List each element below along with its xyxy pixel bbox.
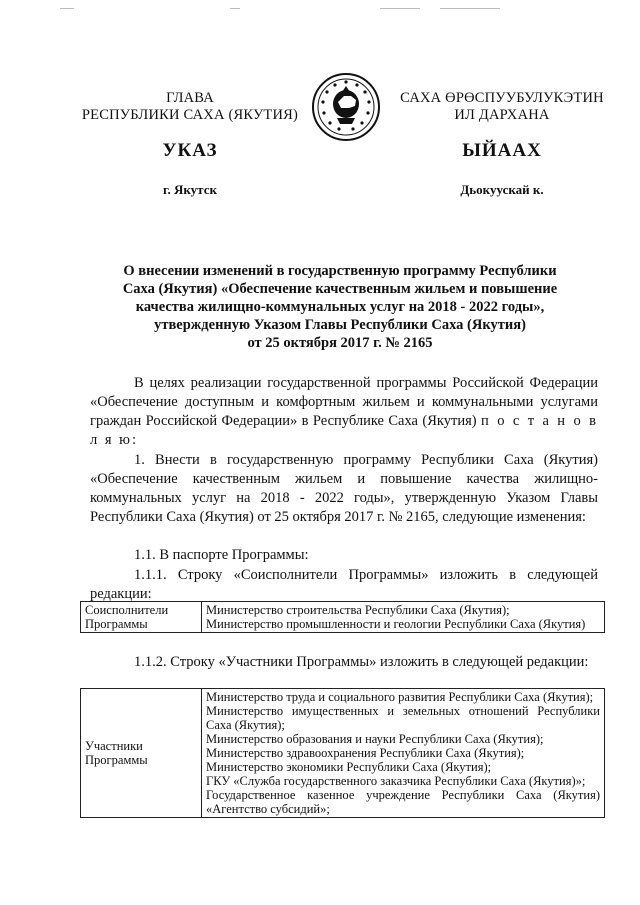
title-line-4: утвержденную Указом Главы Республики Саха (Якутия) [154,317,526,333]
title-line-1: О внесении изменений в государственную программу Республики [123,263,557,279]
row-label: Участники Программы [81,689,202,818]
value-line: Министерство труда и социального развития Республики Саха (Якутия); [206,690,594,704]
city-left: г. Якутск [163,182,217,197]
row-value [202,602,605,633]
value-line: Министерство образования и науки Республики Саха (Якутия); [206,732,544,746]
title-line-2: Саха (Якутия) «Обеспечение качественным жильем и повышение [122,281,558,297]
value-line: ГКУ «Служба государственного заказчика Республики Саха (Якутия)»; [206,774,586,788]
header-left-line-1: ГЛАВА [166,90,214,106]
paragraph-1 [90,374,598,450]
table-row [81,602,605,633]
value-line: Министерство промышленности и геологии Республики Саха (Якутия) [206,617,586,631]
paragraph-3: 1.1. В паспорте Программы: [134,547,309,563]
row-label: Соисполнители Программы [81,602,202,633]
row-value [202,689,605,818]
participants-table [80,688,605,818]
header-right [386,90,618,124]
paragraph-5: 1.1.2. Строку «Участники Программы» изложить в следующей редакции: [134,654,589,670]
paragraph-2: 1. Внести в государственную программу Республики Саха (Якутия) «Обеспечение качественным жильем и повышение качества жилищно-коммунальных услуг на 2018 - 2022 годы», утвержденную Указом Главы Республики Саха (Якутия) от 25 октября 2017 г. № 2165, следующие изменения: [90,452,598,525]
header-right-line-2: ИЛ ДАРХАНА [454,107,550,123]
title-line-5: от 25 октября 2017 г. № 2165 [247,335,433,351]
doc-type-right: ЫЙААХ [462,140,542,161]
co-executors-table [80,601,605,633]
value-line: Министерство здравоохранения Республики Саха (Якутия); [206,746,525,760]
title-line-3: качества жилищно-коммунальных услуг на 2018 - 2022 годы», [135,299,545,315]
paragraph-1-text: В целях реализации государственной программы Российской Федерации «Обеспечение доступным и комфортным жильем и коммунальными услугами граждан Российской Федерации» в Республике Саха (Якутия) [90,375,598,429]
decree-word: п о с т а н о в л я ю: [90,413,598,448]
table-row [81,689,605,818]
paragraph-4: 1.1.1. Строку «Соисполнители Программы» изложить в следующей редакции: [90,567,598,602]
city-right: Дьокуускай к. [460,182,544,197]
value-line: Министерство имущественных и земельных отношений Республики Саха (Якутия); [206,704,600,732]
coat-of-arms-emblem [311,72,381,142]
value-line: Министерство экономики Республики Саха (Якутия); [206,760,492,774]
doc-type-left: УКАЗ [162,140,218,161]
header-left-line-2: РЕСПУБЛИКИ САХА (ЯКУТИЯ) [81,107,299,123]
header-left [80,90,300,124]
header-right-line-1: САХА ӨРӨСПУУБУЛУКЭТИН [400,90,604,106]
value-line: Государственное казенное учреждение Республики Саха (Якутия) «Агентство субсидий»; [206,788,600,816]
scan-artifact-marks [60,8,580,12]
document-title [80,262,600,352]
value-line: Министерство строительства Республики Саха (Якутия); [206,603,510,617]
